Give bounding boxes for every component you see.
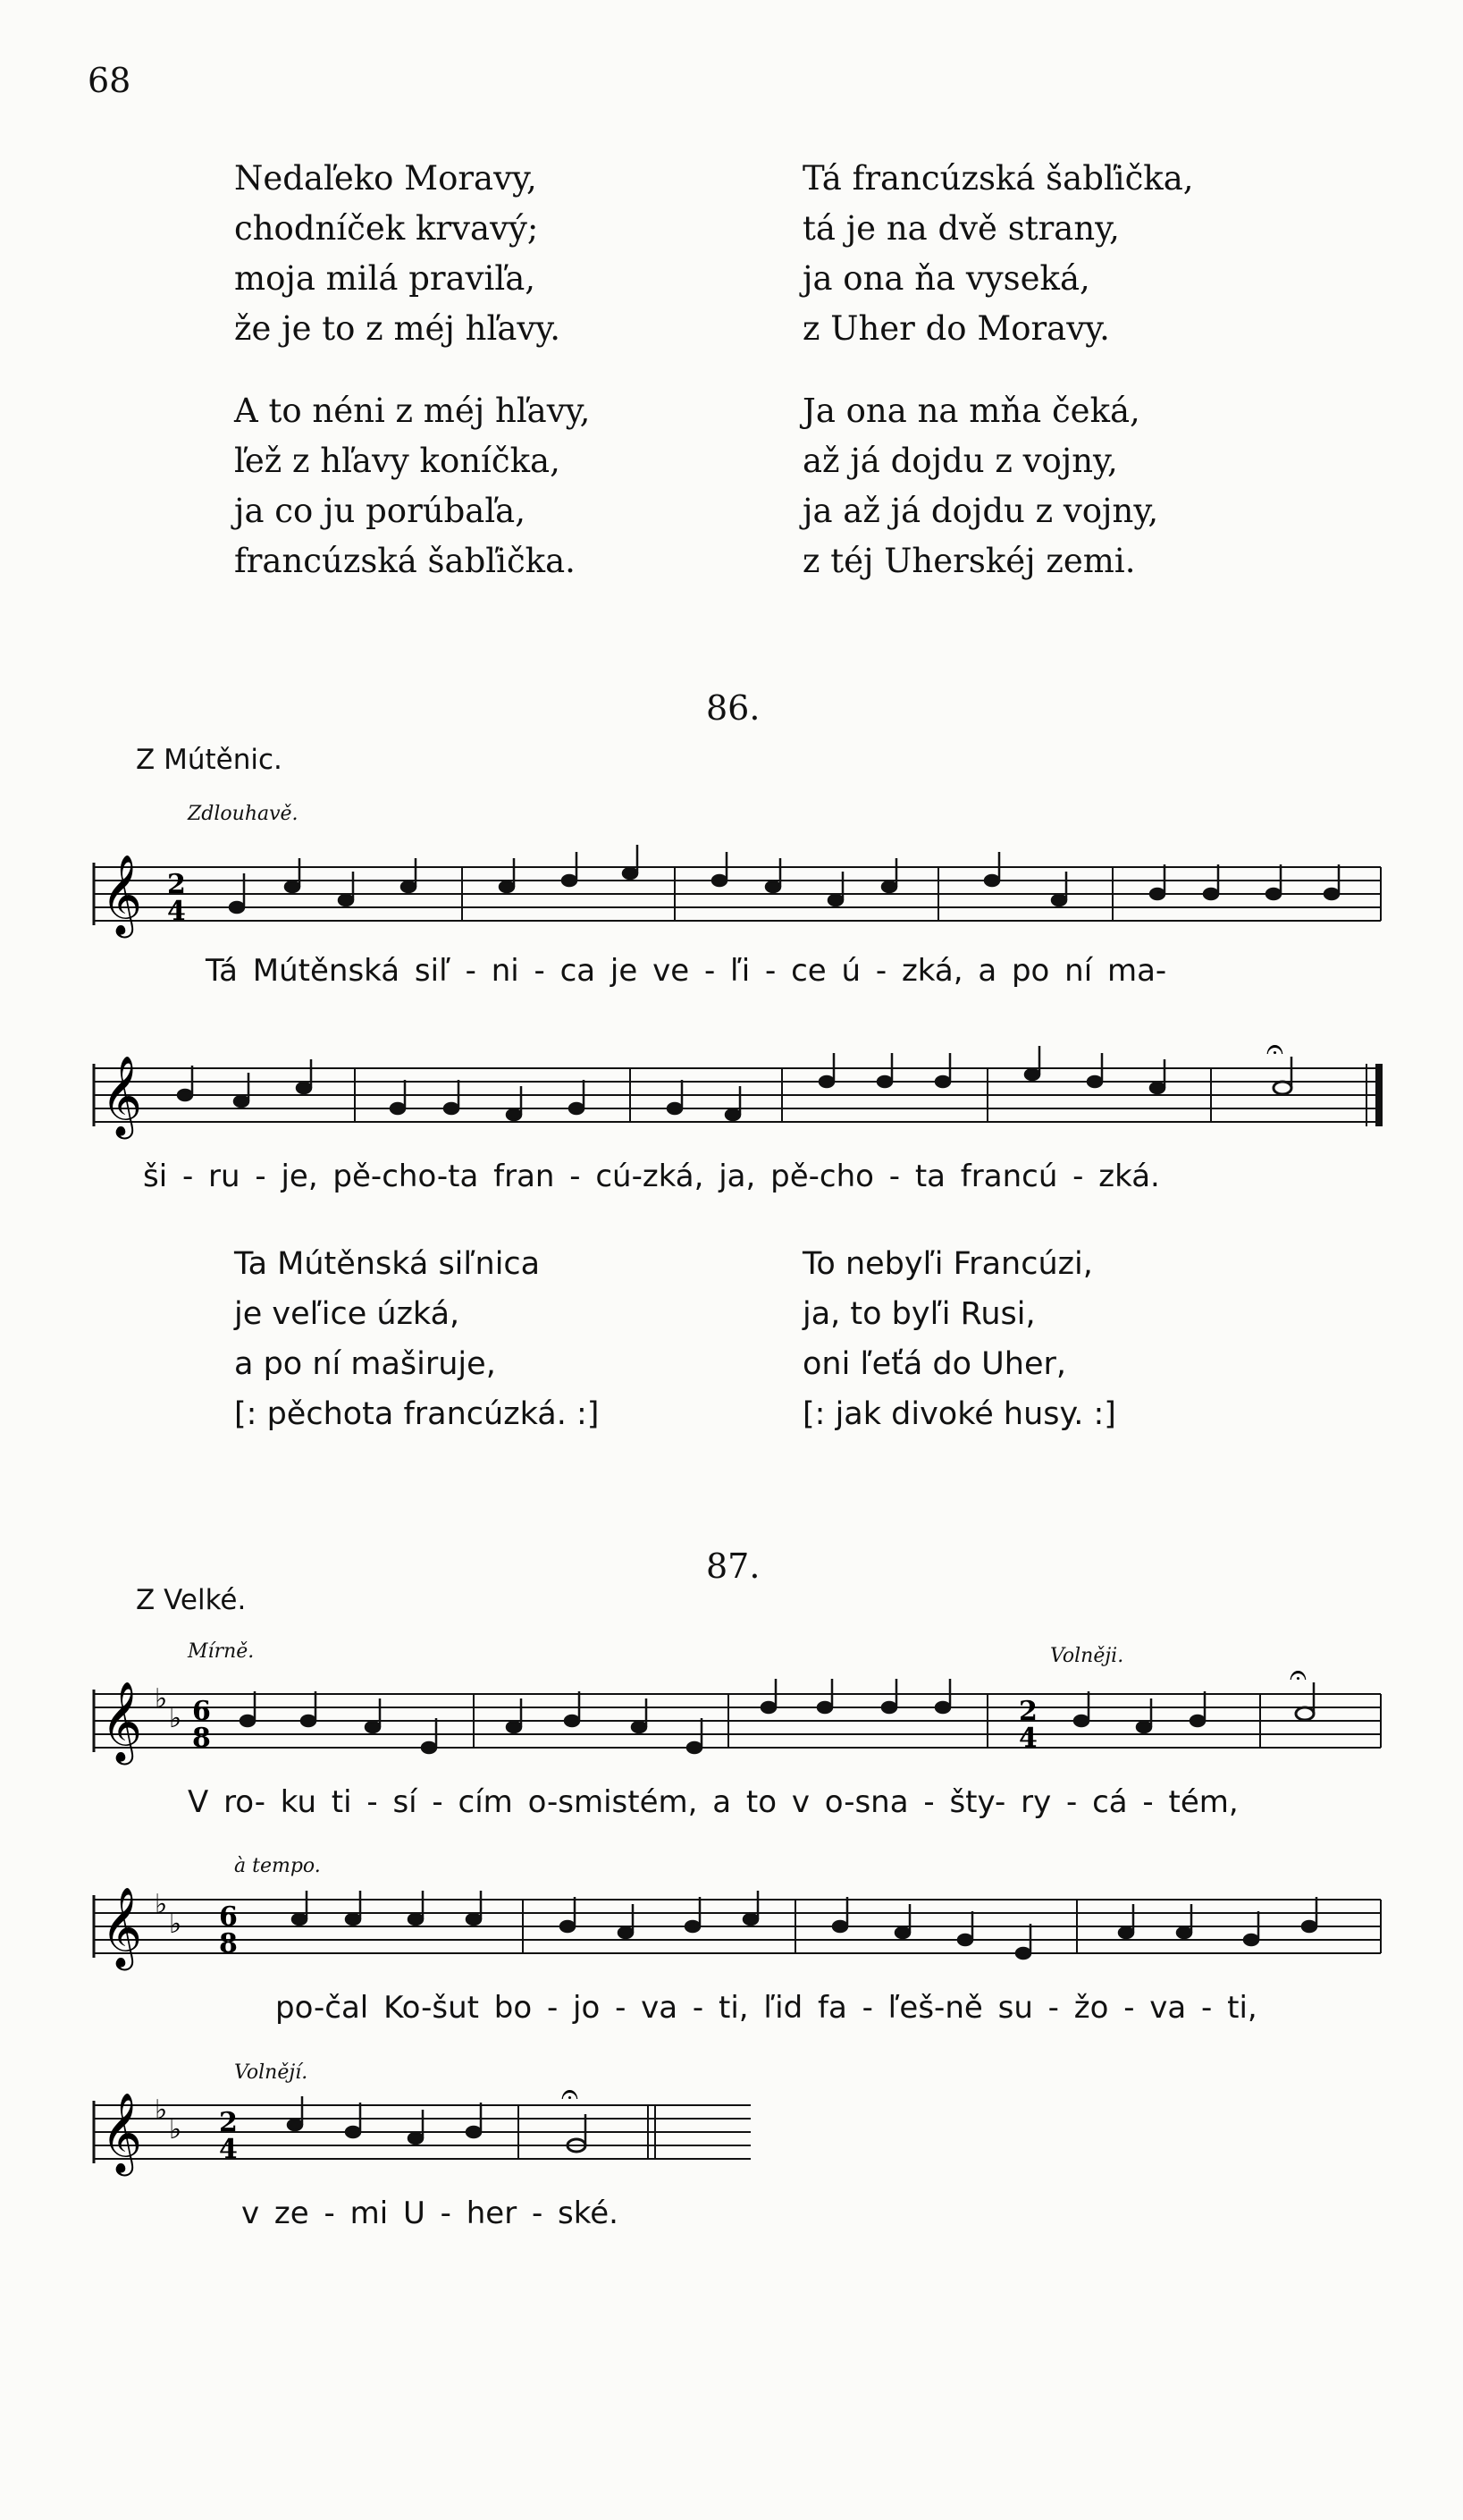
verse-line: až já dojdu z vojny,	[803, 442, 1118, 480]
verse-line: ja až já dojdu z vojny,	[803, 492, 1159, 530]
flat-icon: ♭	[155, 1683, 168, 1715]
stanza-line: [: pěchota francúzká. :]	[234, 1396, 600, 1432]
verse-right-2	[803, 386, 1158, 586]
treble-clef-icon: 𝄞	[101, 2093, 143, 2173]
verse-line: ľež z hľavy koníčka,	[234, 442, 560, 480]
stanza-line: oni ľeťá do Uher,	[803, 1346, 1067, 1382]
verse-line: ja ona ňa vyseká,	[803, 259, 1090, 298]
music-staff	[94, 1032, 1390, 1144]
flat-icon: ♭	[155, 2094, 168, 2126]
time-signature-bottom: 4	[167, 896, 186, 927]
verse-line: z téj Uherskéj zemi.	[803, 542, 1136, 580]
time-signature-bottom: 8	[192, 1723, 211, 1754]
time-signature-bottom: 8	[219, 1928, 238, 1960]
song-number: 86.	[706, 688, 761, 728]
time-signature-top: 2	[167, 869, 186, 900]
stanza-line: ja, to byľi Rusi,	[803, 1296, 1036, 1332]
music-staff	[94, 2077, 773, 2181]
treble-clef-icon: 𝄞	[101, 855, 143, 935]
lyrics-line: v ze - mi U - her - ské.	[241, 2196, 618, 2231]
verse-line: ja co ju porúbaľa,	[234, 492, 526, 530]
stanza-line: Ta Mútěnská siľnica	[234, 1246, 541, 1282]
tempo-marking: Volněji.	[1050, 1645, 1124, 1667]
fermata-icon: 𝄐	[561, 2077, 578, 2112]
flat-icon: ♭	[169, 1703, 182, 1734]
music-staff	[94, 845, 1390, 943]
lyrics-line: po-čal Ko-šut bo - jo - va - ti, ľid fa - ľeš-ně su - žo - va - ti,	[275, 1990, 1257, 2026]
tempo-marking: à tempo.	[234, 1855, 321, 1877]
flat-icon: ♭	[169, 2114, 182, 2145]
stanza-line: [: jak divoké husy. :]	[803, 1396, 1116, 1432]
verse-line: chodníček krvavý;	[234, 209, 539, 248]
stanza-line: To nebyľi Francúzi,	[803, 1246, 1093, 1282]
time-signature-top: 6	[219, 1901, 238, 1933]
song-origin: Z Mútěnic.	[136, 744, 282, 776]
treble-clef-icon: 𝄞	[101, 1887, 143, 1968]
time-signature-top: 2	[1019, 1696, 1038, 1727]
stanza-line: je veľice úzká,	[234, 1296, 460, 1332]
time-signature-bottom: 4	[219, 2134, 238, 2165]
tempo-marking: Zdlouhavě.	[188, 803, 298, 825]
time-signature-bottom: 4	[1019, 1723, 1038, 1754]
music-staff	[94, 1877, 1390, 1976]
verse-left-1	[234, 154, 560, 354]
lyrics-line: V ro- ku ti - sí - cím o-smistém, a to v o-sna - šty- ry - cá - tém,	[188, 1784, 1239, 1820]
fermata-icon: 𝄐	[1290, 1657, 1307, 1693]
verse-line: z Uher do Moravy.	[803, 309, 1110, 348]
fermata-icon: 𝄐	[1266, 1032, 1283, 1067]
stanza-left	[234, 1239, 599, 1439]
stanza-line: a po ní maširuje,	[234, 1346, 496, 1382]
flat-icon: ♭	[155, 1889, 168, 1920]
tempo-marking: Mírně.	[188, 1640, 255, 1663]
treble-clef-icon: 𝄞	[101, 1056, 143, 1136]
stanza-right	[803, 1239, 1116, 1439]
verse-line: Tá francúzská šabľička,	[803, 159, 1194, 198]
verse-right-1	[803, 154, 1194, 354]
verse-line: A to néni z méj hľavy,	[234, 392, 591, 430]
verse-line: že je to z méj hľavy.	[234, 309, 561, 348]
tempo-marking: Volnějí.	[234, 2061, 308, 2084]
verse-line: Ja ona na mňa čeká,	[803, 392, 1140, 430]
verse-line: moja milá praviľa,	[234, 259, 536, 298]
time-signature-top: 2	[219, 2107, 238, 2138]
lyrics-line: ši - ru - je, pě-cho-ta fran - cú-zká, ja, pě-cho - ta francú - zká.	[143, 1159, 1160, 1194]
lyrics-line: Tá Mútěnská siľ - ni - ca je ve - ľi - ce ú - zká, a po ní ma-	[206, 953, 1167, 989]
flat-icon: ♭	[169, 1909, 182, 1940]
song-number: 87.	[706, 1547, 761, 1586]
verse-line: Nedaľeko Moravy,	[234, 159, 537, 198]
song-origin: Z Velké.	[136, 1584, 247, 1616]
verse-left-2	[234, 386, 590, 586]
music-staff	[94, 1657, 1390, 1770]
verse-line: francúzská šabľička.	[234, 542, 576, 580]
verse-line: tá je na dvě strany,	[803, 209, 1120, 248]
treble-clef-icon: 𝄞	[101, 1681, 143, 1762]
time-signature-top: 6	[192, 1696, 211, 1727]
page-number: 68	[88, 61, 131, 100]
